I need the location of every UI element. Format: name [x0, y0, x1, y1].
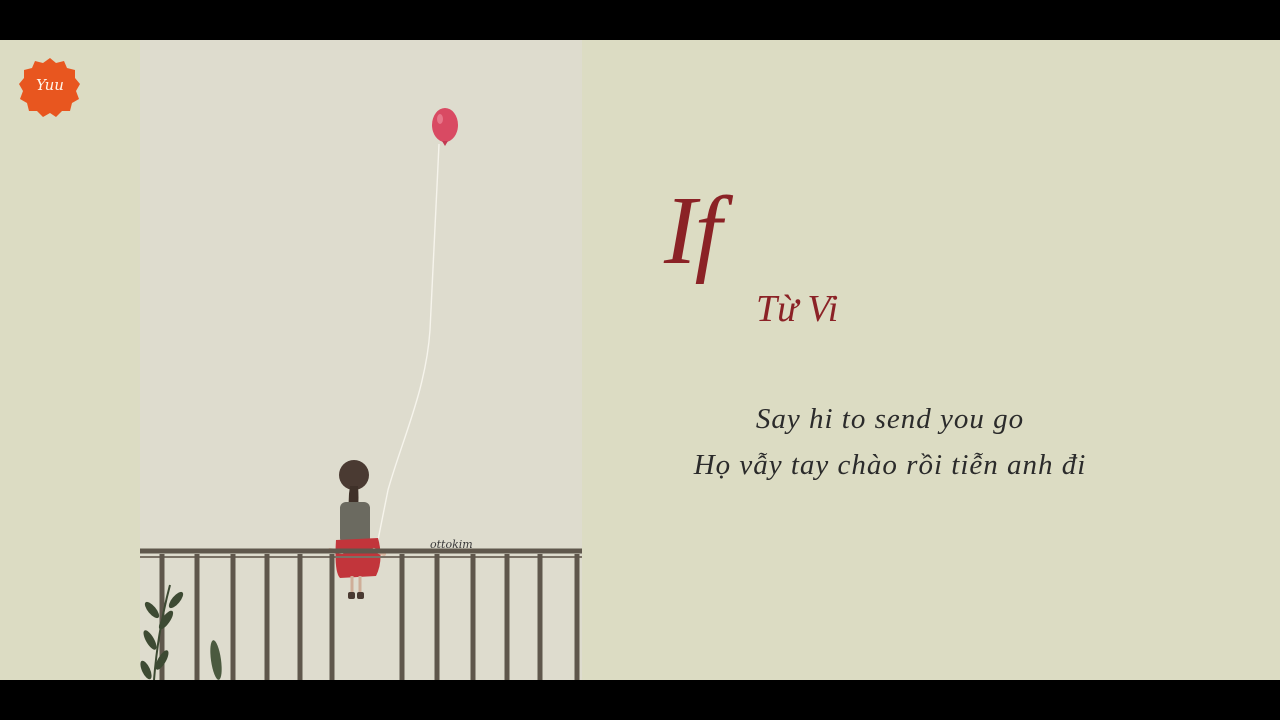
artist-signature: ottokim	[430, 538, 473, 551]
channel-logo[interactable]	[18, 56, 82, 120]
logo-text: Yuu	[36, 76, 64, 94]
illustration-artwork	[140, 40, 582, 680]
girl-figure	[330, 460, 384, 599]
artist-name: Từ Vi	[756, 288, 839, 330]
video-stage[interactable]	[0, 40, 1280, 680]
plant-leaves	[140, 585, 224, 680]
lyrics-block	[640, 396, 1140, 488]
lyric-original: Say hi to send you go	[755, 403, 1025, 435]
balloon-string	[378, 144, 439, 540]
letterbox-top	[0, 0, 1280, 40]
song-title: If	[664, 177, 720, 285]
lyric-translation: Họ vẫy tay chào rồi tiễn anh đi	[693, 449, 1087, 481]
red-balloon	[432, 108, 458, 142]
letterbox-bottom	[0, 680, 1280, 720]
